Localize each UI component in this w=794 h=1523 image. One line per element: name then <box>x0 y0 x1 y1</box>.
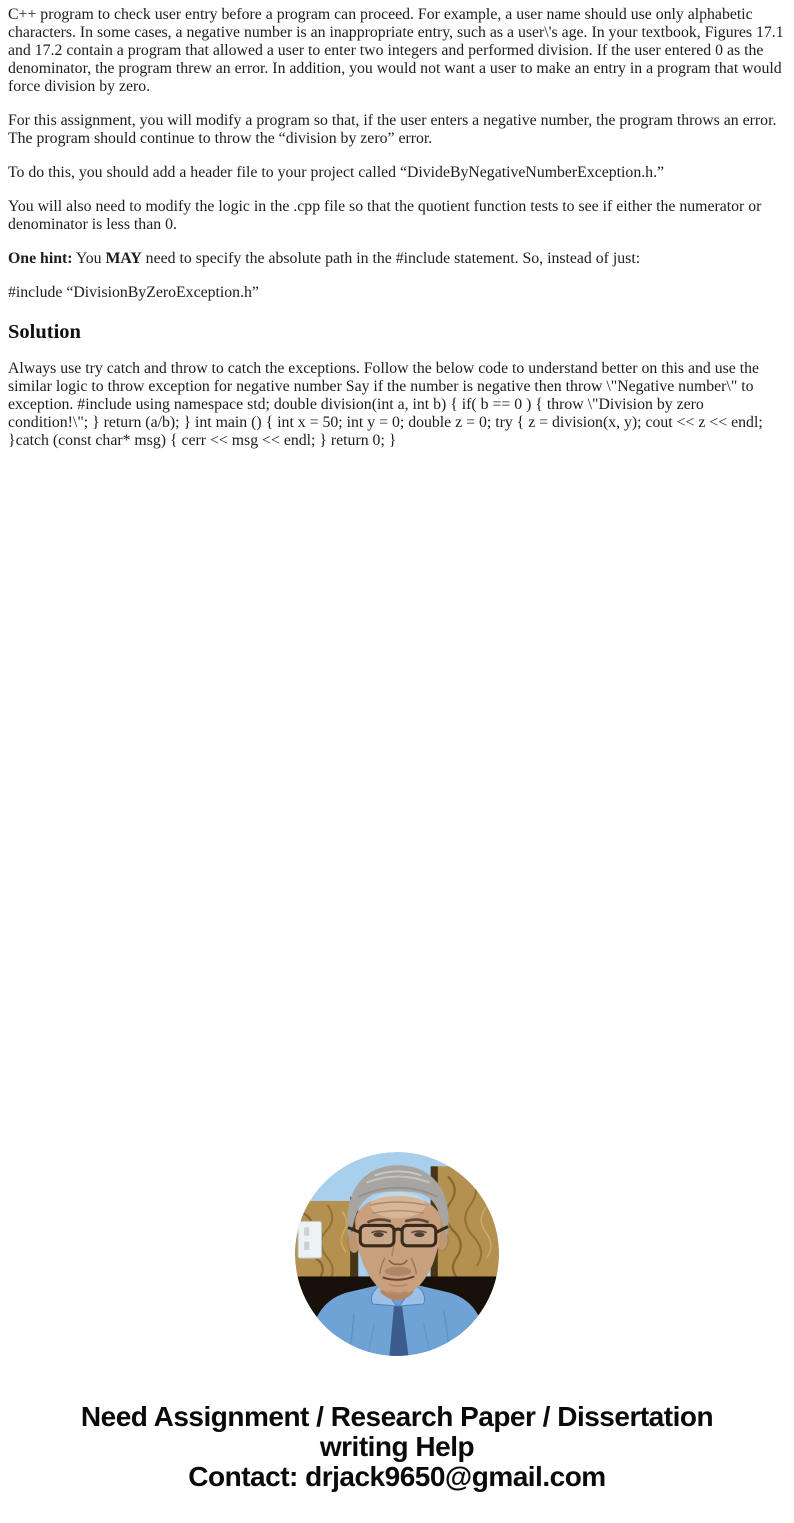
include-line: #include “DivisionByZeroException.h” <box>8 284 259 301</box>
header-file-paragraph: To do this, you should add a header file to your project called “DivideByNegativeNumberException.h.” <box>8 164 665 181</box>
solution-heading: Solution <box>8 321 81 343</box>
hint-emphasis: MAY <box>105 250 142 267</box>
intro-paragraph: C++ program to check user entry before a program can proceed. For example, a user name should use only alphabetic characters. In some cases, a negative number is an inappropriate entry, such as a user\'s age. In your textbook, Figures 17.1 and 17.2 contain a program that allowed a user to enter two integers and performed division. If the user entered 0 as the denominator, the program threw an error. In addition, you would not want a user to make an entry in a program that would force division by zero. <box>8 6 784 95</box>
avatar-container <box>0 1152 794 1356</box>
hint-paragraph <box>8 250 785 268</box>
hint-label: One hint: <box>8 250 73 267</box>
promo-banner <box>0 1402 794 1492</box>
promo-contact: Contact: drjack9650@gmail.com <box>188 1461 606 1492</box>
promo-heading-line2: writing Help <box>319 1431 475 1462</box>
avatar-switch-plate <box>298 1221 321 1258</box>
hint-text-rest: need to specify the absolute path in the #include statement. So, instead of just: <box>141 250 641 267</box>
presenter-photo <box>295 1152 499 1356</box>
solution-body: Always use try catch and throw to catch the exceptions. Follow the below code to understand better on this and use the similar logic to throw exception for negative number Say if the number is negative then throw \"Negative number\" to exception. #include using namespace std; double division(int a, int b) { if( b == 0 ) { throw \"Division by zero condition!\"; } return (a/b); } int main () { int x = 50; int y = 0; double z = 0; try { z = division(x, y); cout << z << endl; }catch (const char* msg) { cerr << msg << endl; } return 0; } <box>8 360 763 449</box>
assignment-paragraph: For this assignment, you will modify a program so that, if the user enters a negative number, the program throws an error. The program should continue to throw the “division by zero” error. <box>8 112 777 147</box>
cpp-logic-paragraph: You will also need to modify the logic in the .cpp file so that the quotient function tests to see if either the numerator or denominator is less than 0. <box>8 198 762 233</box>
hint-text-pre: You <box>72 250 106 267</box>
promo-heading-line1: Need Assignment / Research Paper / Dissertation <box>80 1401 714 1432</box>
assignment-document <box>0 0 794 450</box>
